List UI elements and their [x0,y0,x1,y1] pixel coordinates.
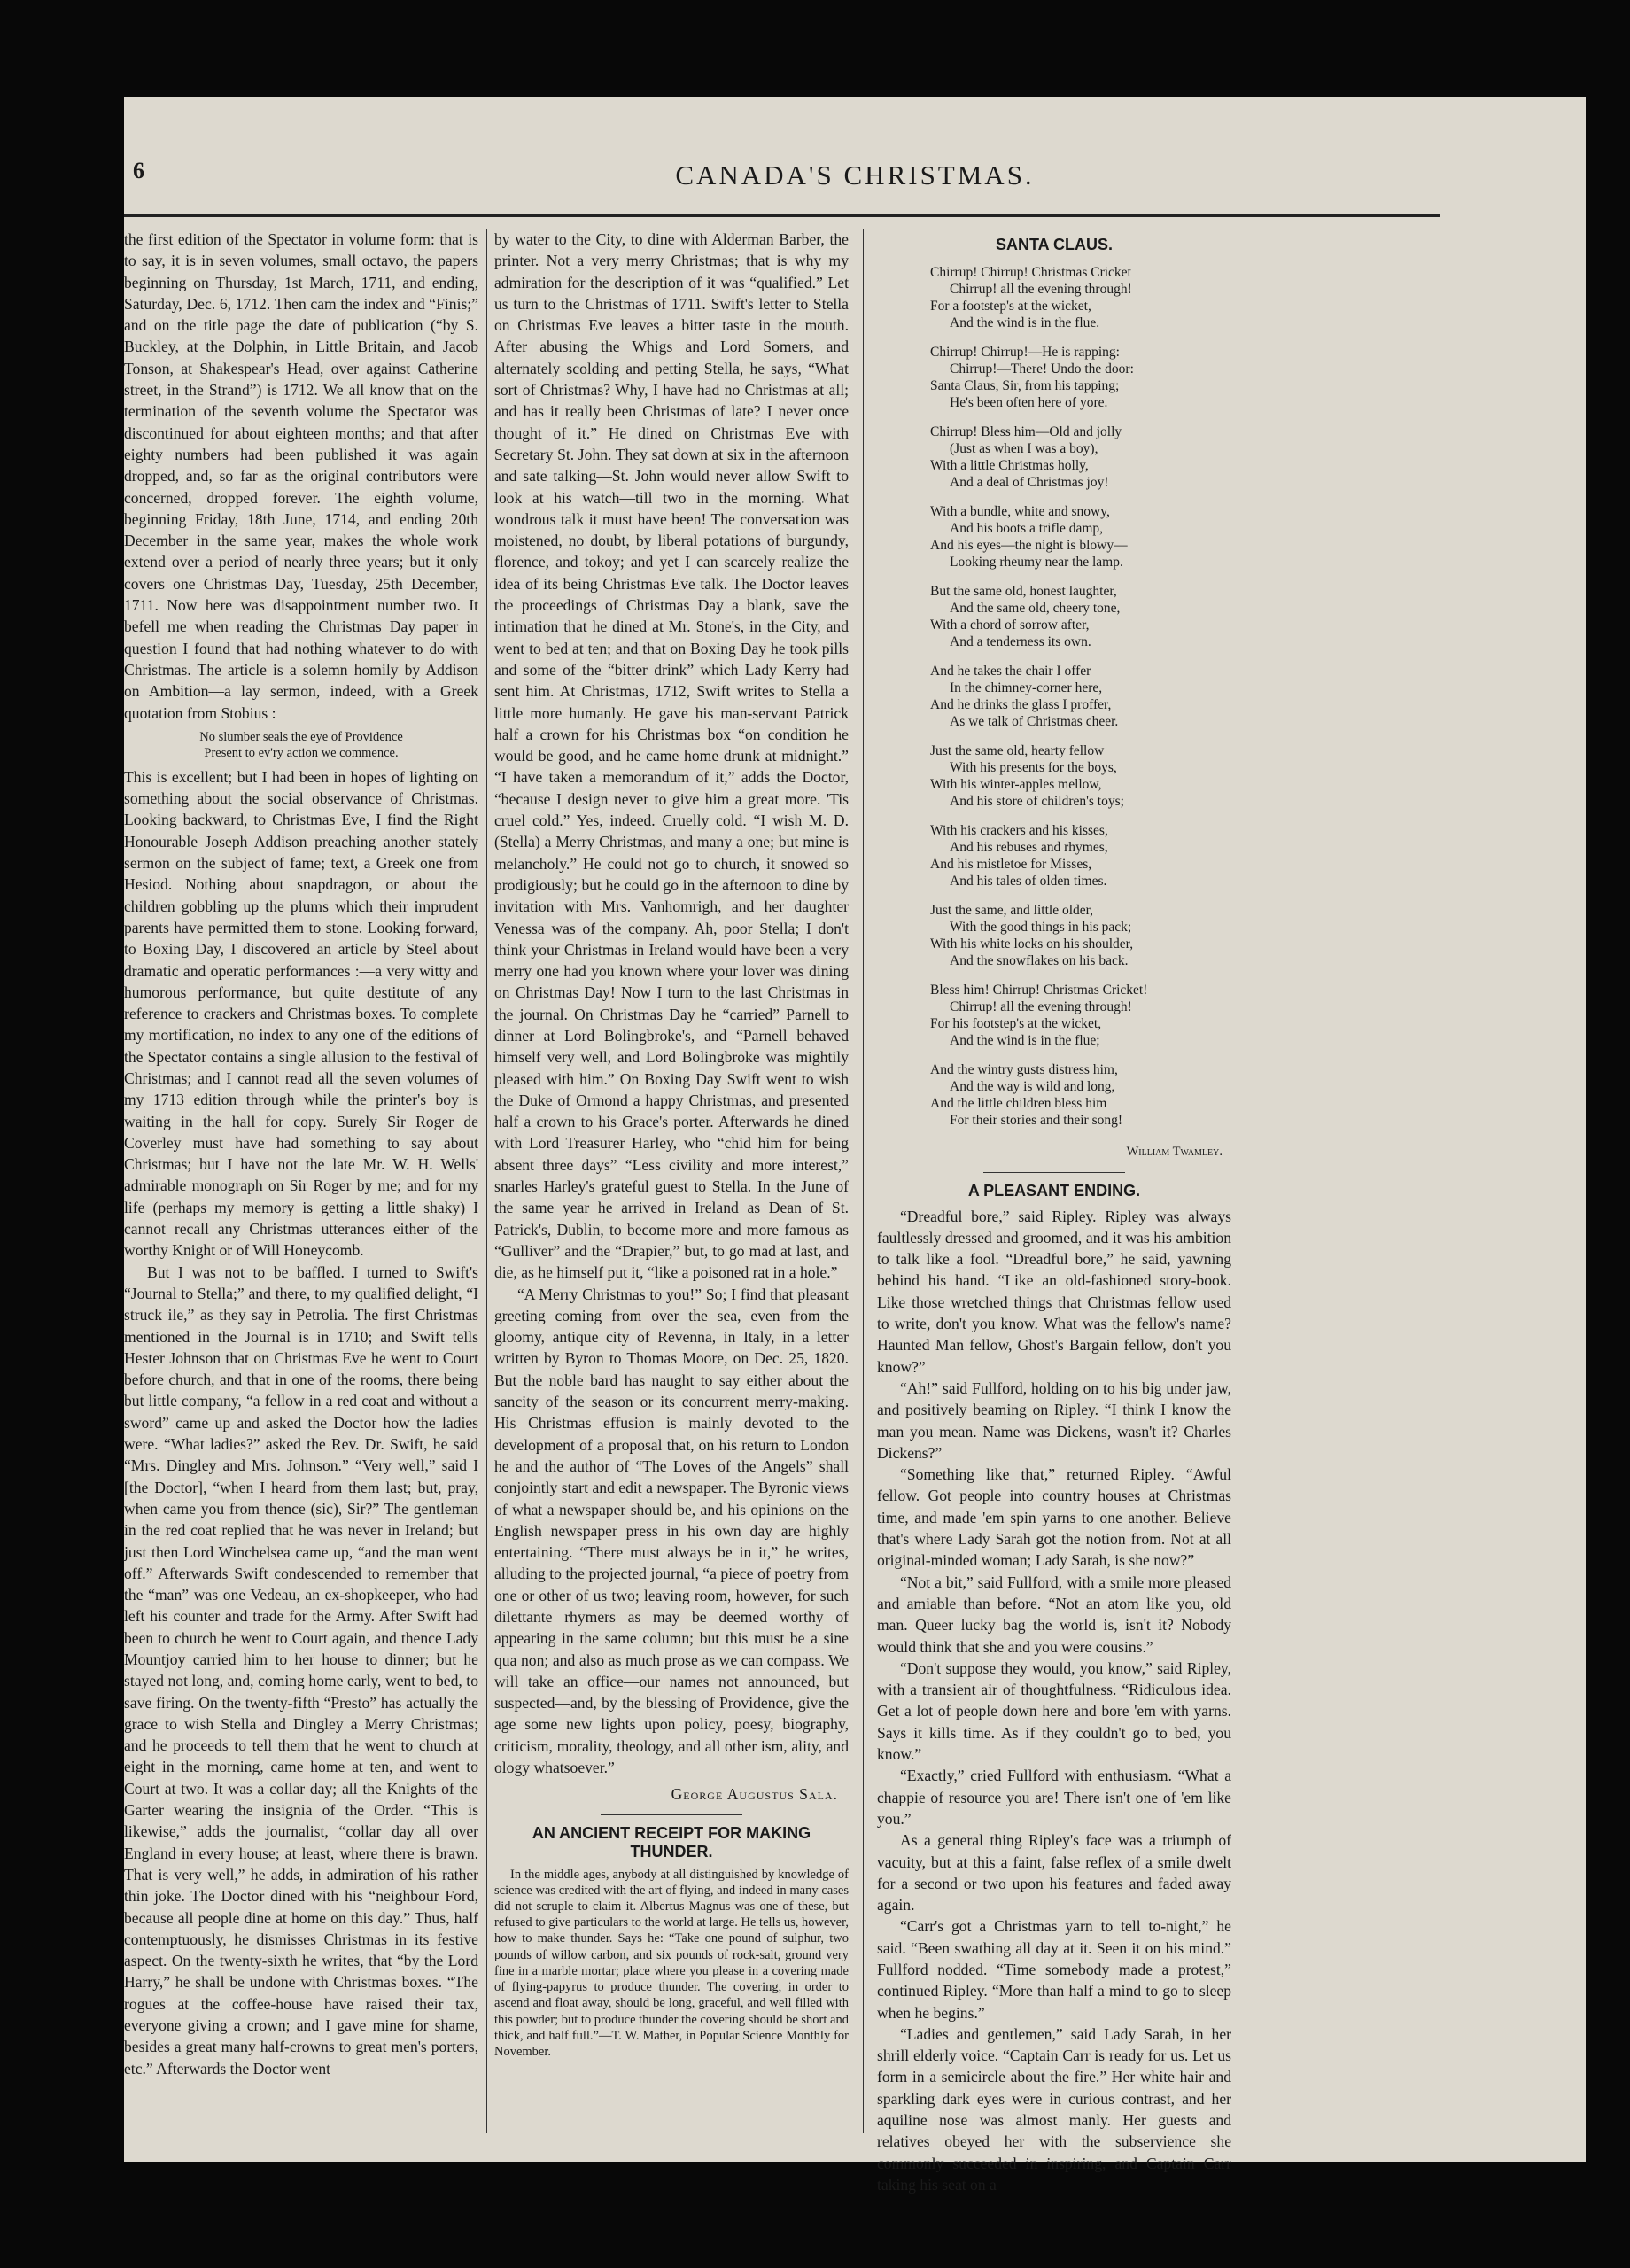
story-paragraph: “Carr's got a Christmas yarn to tell to-night,” he said. “Been swathing all day at it. Seen it on his mind.” Fullford nodded. “Time somebody made a protest,” continued Ripley. “More than half a mind to go to sleep when he begins.” [877,1917,1231,2022]
poem-stanza [930,503,1231,571]
poem-line: With his winter-apples mellow, [930,777,1102,793]
newspaper-page [124,97,1586,2194]
article-paragraph: This is excellent; but I had been in hopes of lighting on something about the social observance of Christmas. Looking backward, to Christmas Eve, I find the Right Honourable Joseph Addison preaching another stately sermon on the subject of fame; text, a Greek one from Hesiod. Nothing about snapdragon, or about the children gobbling up the plums which their imprudent parents have permitted them to stone. Looking forward, to Boxing Day, I discovered an article by Steel about dramatic and operatic performances :—a very witty and humorous performance, but quite destitute of any reference to crackers and Christmas boxes. To complete my mortification, no index to any one of the editions of the Spectator contains a single allusion to the festival of Christmas; and I cannot read all the seven volumes of my 1713 edition through while the printer's boy is waiting in the hall for copy. Surely Sir Roger de Coverley must have had something to say about Christmas; but I have not the late Mr. W. H. Wells' admirable monograph on Sir Roger by me; and for my life (perhaps my memory is getting a little shaky) I cannot recall any Christmas utterances either of the worthy Knight or of Will Honeycomb. [124,767,478,1260]
poem-line: Chirrup!—There! Undo the door: [950,361,1134,377]
story-title: A PLEASANT ENDING. [967,1181,1141,1200]
section-separator [601,1814,742,1815]
poem-title: SANTA CLAUS. [996,236,1113,253]
story-paragraph: “Dreadful bore,” said Ripley. Ripley was always faultlessly dressed and groomed, and it was his ambition to talk like a fool. “Dreadful bore,” he said, yawning behind his hand. “Like an old-fashioned story-book. Like those wretched things that Christmas fellow used to write, don't you know. What was the fellow's name? Haunted Man fellow, Ghost's Bargain fellow, don't you know?” [877,1207,1231,1376]
poem-line: And the wind is in the flue; [950,1033,1100,1049]
poem-stanza [930,264,1231,331]
poem-line: With a bundle, white and snowy, [930,504,1110,520]
poem-line: Chirrup! all the evening through! [950,999,1132,1015]
poem-line: And his rebuses and rhymes, [950,840,1108,856]
author-signature: George Augustus Sala. [671,1785,838,1804]
column-1 [124,229,478,2142]
poem-line: Chirrup! Bless him—Old and jolly [930,424,1122,440]
poem-stanza [930,742,1231,810]
poem-line: Bless him! Chirrup! Christmas Cricket! [930,983,1148,998]
section-separator [983,1172,1125,1173]
column-divider [486,229,487,2133]
quotation-line: Present to ev'ry action we commence. [204,745,399,760]
poem-line: And he drinks the glass I proffer, [930,697,1112,713]
poem-stanza [930,902,1231,969]
poem-line: With a chord of sorrow after, [930,617,1090,633]
article-paragraph: “A Merry Christmas to you!” So; I find that pleasant greeting coming from over the sea, even from the gloomy, antique city of Revenna, in Italy, in a letter written by Byron to Thomas Moore, on Dec. 25, 1820. But the noble bard has naught to say either about the sancity of the season or its concurrent merry-making. His Christmas effusion is mainly devoted to the development of a proposal that, on his return to London he and the author of “The Loves of the Angels” shall conjointly start and edit a newspaper. The Byronic views of what a newspaper should be, and his opinions on the English newspaper press in his own day are highly entertaining. “There must always be in it,” he writes, alluding to the projected journal, “a piece of poetry from one or other of us two; leaving room, however, for such dilettante rhymers as may be deemed worthy of appearing in the same column; but this must be a sine qua non; and also as much prose as we can compass. We will take an office—our names not announced, but suspected—and, by the blessing of Providence, give the age some new lights upon policy, poesy, biography, criticism, morality, theology, and all other ism, ality, and ology whatsoever.” [494,1285,849,1777]
header-rule [124,214,1440,217]
poem-line: But the same old, honest laughter, [930,584,1117,600]
poem-line: For a footstep's at the wicket, [930,299,1091,315]
poem-line: And the wind is in the flue. [950,315,1100,331]
poem-line: And his mistletoe for Misses, [930,857,1092,873]
poem-body [877,264,1231,1129]
quotation-line: No slumber seals the eye of Providence [199,729,403,744]
receipt-title: AN ANCIENT RECEIPT FOR MAKING THUNDER. [532,1823,811,1860]
poem-stanza [930,822,1231,889]
poem-stanza [930,663,1231,730]
poem-line: For their stories and their song! [950,1113,1123,1129]
poem-line: And the way is wild and long, [950,1079,1115,1095]
poem-stanza [930,423,1231,491]
poem-stanza [930,982,1231,1049]
greek-quotation [124,729,478,761]
poem-line: With his presents for the boys, [950,760,1117,776]
article-paragraph: the first edition of the Spectator in volume form: that is to say, it is in seven volumes, small octavo, the papers beginning on Thursday, 1st March, 1711, and ending, Saturday, Dec. 6, 1712. Then cam the index and “Finis;” and on the title page the date of publication (“by S. Buckley, at the Dolphin, in Little Britain, and Jacob Tonson, at Shakespear's Head, over against Catherine street, in the Strand”) is 1712. We all know that on the termination of the seventh volume the Spectator was discontinued for about eighteen months; and that after eighty numbers had been published it was again dropped, and, so far as the original contributors were concerned, dropped forever. The eighth volume, beginning Friday, 18th June, 1714, and ending 20th December in the same year, makes the whole work extend over a period of nearly three years; but it only covers one Christmas Day, Tuesday, 25th December, 1711. Now here was disappointment number two. It befell me when reading the Christmas Day paper in question I found that had nothing whatever to do with Christmas. The article is a solemn homily by Addison on Ambition—a lay sermon, indeed, with a Greek quotation from Stobius : [124,230,478,722]
story-body [877,1206,1231,2196]
story-paragraph: “Ladies and gentlemen,” said Lady Sarah, in her shrill elderly voice. “Captain Carr is ready for us. Let us form in a semicircle about the fire.” Her white hair and sparkling dark eyes were in curious contrast, and her aquiline nose was almost manly. Her guests and relatives obeyed her with the subservience she commonly succeeded in inspiring, and Captain Carr taking his seat on a [877,2024,1231,2194]
poem-line: Looking rheumy near the lamp. [950,555,1123,571]
poem-line: With a little Christmas holly, [930,458,1089,474]
story-paragraph: “Ah!” said Fullford, holding on to his big under jaw, and positively beaming on Ripley. “I think I know the man you mean. Name was Dickens, wasn't it? Charles Dickens?” [877,1379,1231,1462]
running-head: CANADA'S CHRISTMAS. [675,159,1035,190]
poem-line: With his white locks on his shoulder, [930,936,1134,952]
poem-line: Chirrup! Chirrup!—He is rapping: [930,345,1120,361]
poem-line: And a tenderness its own. [950,634,1091,650]
poem-line: And his eyes—the night is blowy— [930,538,1128,554]
poem-line: With his crackers and his kisses, [930,823,1108,839]
story-paragraph: As a general thing Ripley's face was a triumph of vacuity, but at this a faint, false reflex of a smile dwelt for a second or two upon his features and faded away again. [877,1831,1231,1915]
column-2 [494,229,849,2142]
receipt-paragraph: In the middle ages, anybody at all distinguished by knowledge of science was credited with the art of flying, and indeed in many cases did not scruple to claim it. Albertus Magnus was one of these, but refused to give particulars to the world at large. He tells us, however, how to make thunder. Says he: “Take one pound of sulphur, two pounds of willow carbon, and six pounds of rock-salt, ground very fine in a marble mortar; place where you please in a covering made of flying-papyrus to produce thunder. The covering, in order to ascend and float away, should be long, graceful, and well filled with this powder; but to produce thunder the covering should be short and thick, and half full.”—T. W. Mather, in Popular Science Monthly for November. [494,1867,849,2059]
poem-line: And a deal of Christmas joy! [950,475,1109,491]
poem-signature: William Twamley. [1126,1145,1222,1160]
poem-stanza [930,583,1231,650]
poem-line: For his footstep's at the wicket, [930,1016,1102,1032]
poem-line: Just the same, and little older, [930,903,1094,919]
poem-line: He's been often here of yore. [950,395,1108,411]
poem-line: And the little children bless him [930,1096,1107,1112]
poem-line: And he takes the chair I offer [930,664,1091,680]
poem-line: And the same old, cheery tone, [950,601,1121,617]
poem-line: And the wintry gusts distress him, [930,1062,1118,1078]
story-paragraph: “Not a bit,” said Fullford, with a smile more pleased and amiable than before. “Not an atom like you, old man. Queer lucky bag the world is, isn't it? Nobody would think that she and you were cousins.” [877,1573,1231,1656]
poem-line: And his boots a trifle damp, [950,521,1104,537]
poem-stanza [930,344,1231,411]
story-paragraph: “Don't suppose they would, you know,” said Ripley, with a transient air of thoughtfulness. “Ridiculous idea. Get a lot of people down here and bore 'em with yarns. Says it kills time. As if they couldn't go to bed, you know.” [877,1658,1231,1764]
poem-line: And the snowflakes on his back. [950,953,1129,969]
poem-line: As we talk of Christmas cheer. [950,714,1119,730]
receipt-article [494,1867,849,2060]
poem-line: (Just as when I was a boy), [950,441,1098,457]
story-paragraph: “Something like that,” returned Ripley. “Awful fellow. Got people into country houses at Christmas time, and made 'em spin yarns to one another. Believe that's where Lady Sarah got the notion from. Not at all original-minded woman; Lady Sarah, is she now?” [877,1465,1231,1570]
poem-line: Santa Claus, Sir, from his tapping; [930,378,1120,394]
page-number: 6 [133,158,144,183]
article-paragraph: by water to the City, to dine with Alderman Barber, the printer. Not a very merry Christmas; that is why my admiration for the description of it was “qualified.” Let us turn to the Christmas of 1711. Swift's letter to Stella on Christmas Eve leaves a bitter taste in the mouth. After abusing the Whigs and Lord Somers, and alternately scolding and petting Stella, he says, “What sort of Christmas? Why, I have had no Christmas at all; and has it really been Christmas of late? I never once thought of it.” He dined on Christmas Eve with Secretary St. John. They sat down at six in the afternoon and sate talking—St. John would never allow Swift to look at his watch—till two in the morning. What wondrous talk it must have been! The conversation was moistened, no doubt, by liberal potations of burgundy, florence, and tokoy; and yet I can scarcely realize the idea of its being Christmas Eve talk. The Doctor leaves the proceedings of Christmas Day a blank, save the intimation that he dined at Mr. Stone's, in the City, and went to bed at ten; and that on Boxing Day he took pills and some of the “bitter drink” which Lady Kerry had sent him. At Christmas, 1712, Swift writes to Stella a little more humanly. He gave his man-servant Patrick half a crown for his Christmas box “on condition he would be good, and he came home drunk at midnight.” “I have taken a memorandum of it,” adds the Doctor, “because I design never to give him a great more. 'Tis cruel cold.” Yes, indeed. Cruelly cold. “I wish M. D. (Stella) a Merry Christmas, and many a one; but mine is melancholy.” He could not go to church, it snowed so prodigiously; but he could go in the afternoon to dine by invitation with Mrs. Vanhomrigh, and her daughter Venessa was of the company. Ah, poor Stella; I don't think your Christmas in Ireland would have been a very merry one had you known where your lover was dining on Christmas Day! Now I turn to the last Christmas in the journal. On Christmas Day he “carried” Parnell to dinner at Lord Bolingbroke's, and “Parnell behaved himself very well, and Lord Bolingbroke was mightily pleased with him.” On Boxing Day Swift went to wish the Duke of Ormond a happy Christmas, and presented half a crown to his Grace's porter. Afterwards he dined with Lord Treasurer Harley, who “chid him for being absent three days” “Less civility and more interest,” snarles Harley's grateful guest to Stella. In the June of the same year he arrived in Ireland as Dean of St. Patrick's, Dublin, to become more and more famous as “Gulliver” and the “Drapier,” but, to go mad at last, and die, as he himself put it, “like a poisoned rat in a hole.” [494,230,849,1282]
poem-line: In the chimney-corner here, [950,680,1103,696]
column-3 [877,229,1231,2194]
poem-line: And his tales of olden times. [950,874,1107,889]
poem-line: With the good things in his pack; [950,920,1132,936]
column-divider [863,229,864,2133]
poem-line: And his store of children's toys; [950,794,1124,810]
poem-stanza [930,1061,1231,1129]
poem-line: Just the same old, hearty fellow [930,743,1105,759]
poem-line: Chirrup! all the evening through! [950,282,1132,298]
article-paragraph: But I was not to be baffled. I turned to Swift's “Journal to Stella;” and there, to my qualified delight, “I struck ile,” as they say in Petrolia. The first Christmas mentioned in the Journal is in 1710; and Swift tells Hester Johnson that on Christmas Eve he went to Court before church, and that in one of the rooms, there being but little company, “a fellow in a red coat and without a sword” came up and asked the Doctor how the ladies were. “What ladies?” asked the Rev. Dr. Swift, he said “Mrs. Dingley and Mrs. Johnson.” “Very well,” said I [the Doctor], “when I heard from them last; but, pray, when came you from thence (sic), Sir?” The gentleman in the red coat replied that he was never in Ireland; but just then Lord Winchelsea came up, “and the man went off.” Afterwards Swift condescended to remember that the “man” was one Vedeau, an ex-shopkeeper, who had left his counter and trade for the Army. After Swift had been to church he went to Court again, and thence Lady Mountjoy carried him to her house to dinner; but he stayed not long, and, coming home early, went to bed, to save firing. On the twenty-fifth “Presto” has actually the grace to wish Stella and Dingley a Merry Christmas; and he proceeds to tell them that he went to church at eight in the morning, came home at ten, and went to Court at two. It was a collar day; all the Knights of the Garter wearing the insignia of the Order. “This is likewise,” adds the journalist, “collar day all over England in every house; at least, where there is brawn. That is very well,” he adds, in admiration of his rather thin joke. The Doctor dined with his “neighbour Ford, because all people dine at home on this day.” Thus, half contemptuously, he dismisses Christmas in its festive aspect. On the twenty-sixth he writes, that “by the Lord Harry,” he shall be undone with Christmas boxes. “The rogues at the coffee-house have raised their tax, everyone giving a crown; and I gave mine for shame, besides a great many half-crowns to great men's porters, etc.” Afterwards the Doctor went [124,1262,478,2078]
poem-line: Chirrup! Chirrup! Christmas Cricket [930,265,1131,281]
story-paragraph: “Exactly,” cried Fullford with enthusiasm. “What a chappie of resource you are! There isn't one of 'em like you.” [877,1767,1231,1828]
